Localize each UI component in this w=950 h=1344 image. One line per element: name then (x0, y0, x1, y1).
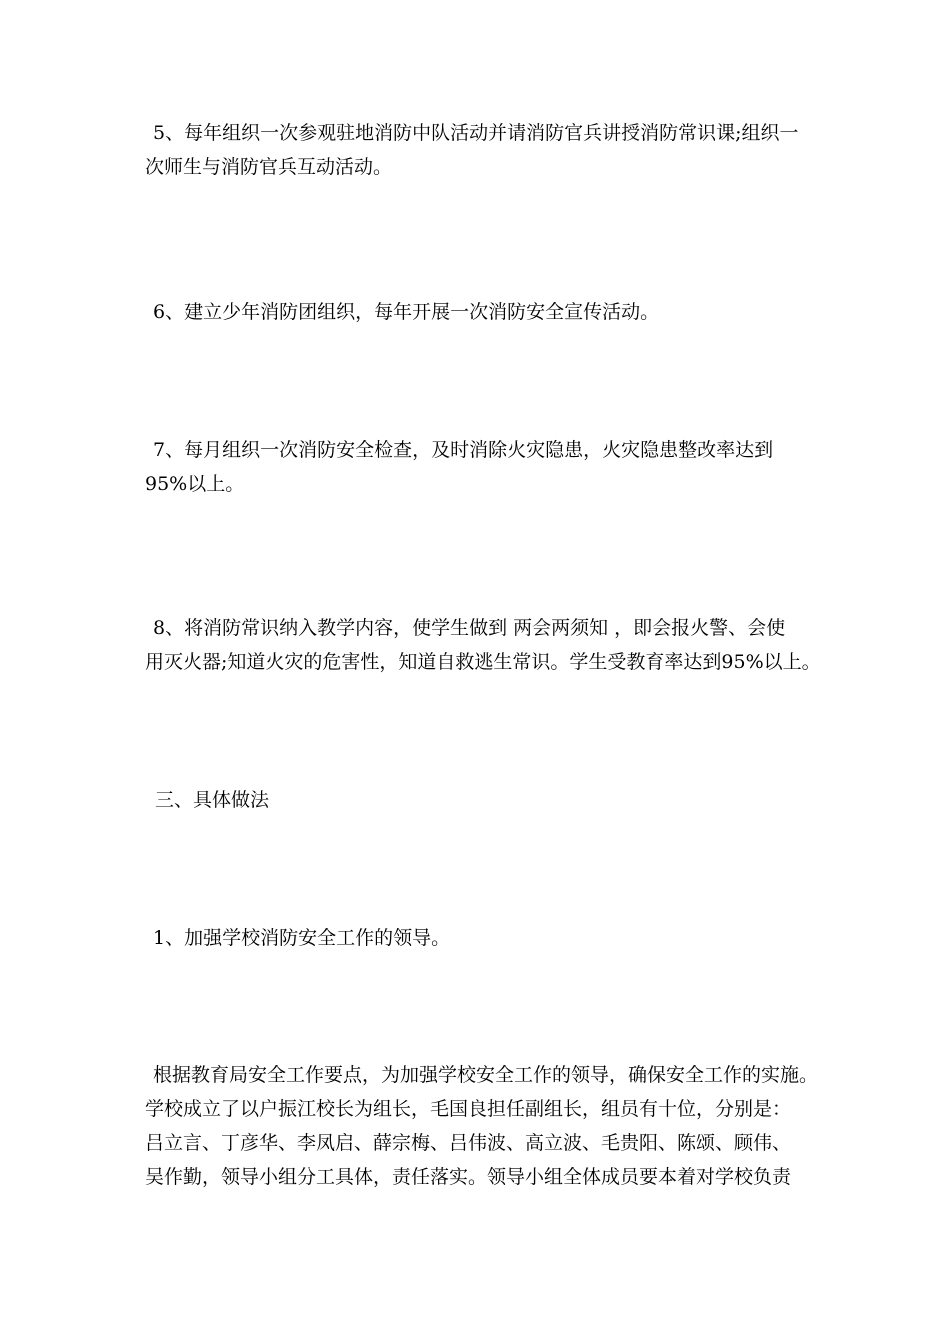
paragraph-line: 7、每月组织一次消防安全检查，及时消除火灾隐患，火灾隐患整改率达到 (153, 439, 774, 461)
paragraph-line: 用灭火器;知道火灾的危害性，知道自救逃生常识。学生受教育率达到95%以上。 (145, 651, 821, 673)
subsection-heading (145, 921, 845, 955)
paragraph-item-7 (145, 433, 845, 501)
paragraph-item-6 (145, 295, 845, 329)
paragraph-line: 吴作勤，领导小组分工具体，责任落实。领导小组全体成员要本着对学校负责 (145, 1166, 792, 1188)
paragraph-line: 95%以上。 (145, 473, 245, 495)
paragraph-item-5 (145, 116, 845, 184)
paragraph-line: 根据教育局安全工作要点，为加强学校安全工作的领导，确保安全工作的实施。 (153, 1064, 819, 1086)
paragraph-line: 吕立言、丁彦华、李凤启、薛宗梅、吕伟波、高立波、毛贵阳、陈颂、顾伟、 (145, 1132, 792, 1154)
section-heading (145, 783, 845, 817)
paragraph-line: 5、每年组织一次参观驻地消防中队活动并请消防官兵讲授消防常识课;组织一 (153, 122, 799, 144)
paragraph-line: 8、将消防常识纳入教学内容，使学生做到 两会两须知 ，即会报火警、会使 (153, 617, 786, 639)
paragraph-body-1 (145, 1058, 845, 1194)
section-heading-text: 三、具体做法 (155, 789, 270, 811)
paragraph-line: 次师生与消防官兵互动活动。 (145, 156, 393, 178)
subsection-heading-text: 1、加强学校消防安全工作的领导。 (153, 927, 451, 949)
paragraph-line: 6、建立少年消防团组织，每年开展一次消防安全宣传活动。 (153, 301, 660, 323)
paragraph-item-8 (145, 611, 845, 679)
paragraph-line: 学校成立了以户振江校长为组长，毛国良担任副组长，组员有十位，分别是： (145, 1098, 792, 1120)
